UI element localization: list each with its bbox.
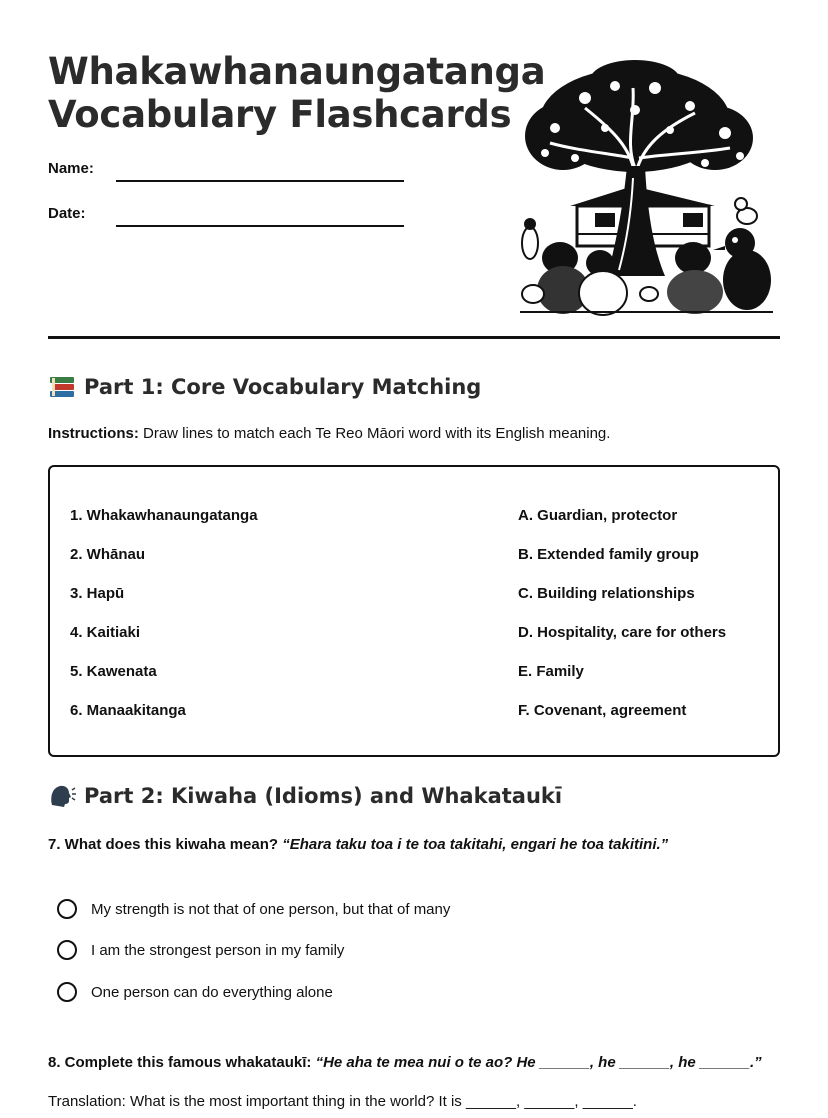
q7-option-3[interactable]: [57, 982, 333, 1002]
q7-option-3-label: One person can do everything alone: [91, 983, 333, 1001]
vocab-term-6[interactable]: 6. Manaakitanga: [70, 702, 186, 719]
date-label: Date:: [48, 205, 86, 222]
marae-tree-whanau-illustration: [515, 58, 777, 316]
page-title: [48, 50, 545, 136]
header-divider: [48, 336, 780, 339]
question-8-prefix: 8. Complete this famous whakataukī:: [48, 1054, 316, 1071]
matching-box: [48, 465, 780, 757]
part1-heading-text: Part 1: Core Vocabulary Matching: [84, 375, 482, 399]
meaning-f[interactable]: F. Covenant, agreement: [518, 702, 687, 719]
meaning-c[interactable]: C. Building relationships: [518, 585, 695, 602]
question-8-quote: “He aha te mea nui o te ao? He ______, he ______, he ______.”: [315, 1054, 762, 1071]
radio-button[interactable]: [57, 982, 77, 1002]
translation-text: Translation: What is the most important thing in the world? It is ______, ______, ______.: [48, 1093, 637, 1110]
vocab-term-3[interactable]: 3. Hapū: [70, 585, 125, 602]
instructions: [48, 425, 610, 442]
name-label: Name:: [48, 160, 94, 177]
q7-option-1[interactable]: [57, 899, 450, 919]
vocab-term-2[interactable]: 2. Whānau: [70, 546, 146, 563]
vocab-term-1[interactable]: 1. Whakawhanaungatanga: [70, 507, 258, 524]
title-line-1: Whakawhanaungatanga: [48, 50, 546, 93]
part2-heading-text: Part 2: Kiwaha (Idioms) and Whakataukī: [84, 784, 563, 808]
meaning-d[interactable]: D. Hospitality, care for others: [518, 624, 727, 641]
name-field[interactable]: [116, 180, 404, 182]
instructions-label: Instructions:: [48, 425, 139, 442]
q7-option-1-label: My strength is not that of one person, but that of many: [91, 900, 451, 918]
meaning-e[interactable]: E. Family: [518, 663, 584, 680]
instructions-text: Draw lines to match each Te Reo Māori word with its English meaning.: [138, 425, 611, 442]
meaning-b[interactable]: B. Extended family group: [518, 546, 699, 563]
meaning-a[interactable]: A. Guardian, protector: [518, 507, 678, 524]
question-7-quote: “Ehara taku toa i te toa takitahi, engari he toa takitini.”: [282, 836, 669, 853]
part2-heading: [48, 783, 562, 809]
q7-option-2-label: I am the strongest person in my family: [91, 941, 345, 959]
books-icon: [48, 374, 76, 400]
q7-option-2[interactable]: [57, 940, 344, 960]
radio-button[interactable]: [57, 940, 77, 960]
question-7-prefix: 7. What does this kiwaha mean?: [48, 836, 283, 853]
question-7: [48, 836, 668, 853]
date-field[interactable]: [116, 225, 404, 227]
radio-button[interactable]: [57, 899, 77, 919]
question-8: [48, 1054, 762, 1071]
vocab-term-5[interactable]: 5. Kawenata: [70, 663, 157, 680]
speaking-head-icon: [48, 783, 76, 809]
vocab-term-4[interactable]: 4. Kaitiaki: [70, 624, 141, 641]
part1-heading: [48, 374, 481, 400]
title-line-2: Vocabulary Flashcards: [48, 93, 512, 136]
